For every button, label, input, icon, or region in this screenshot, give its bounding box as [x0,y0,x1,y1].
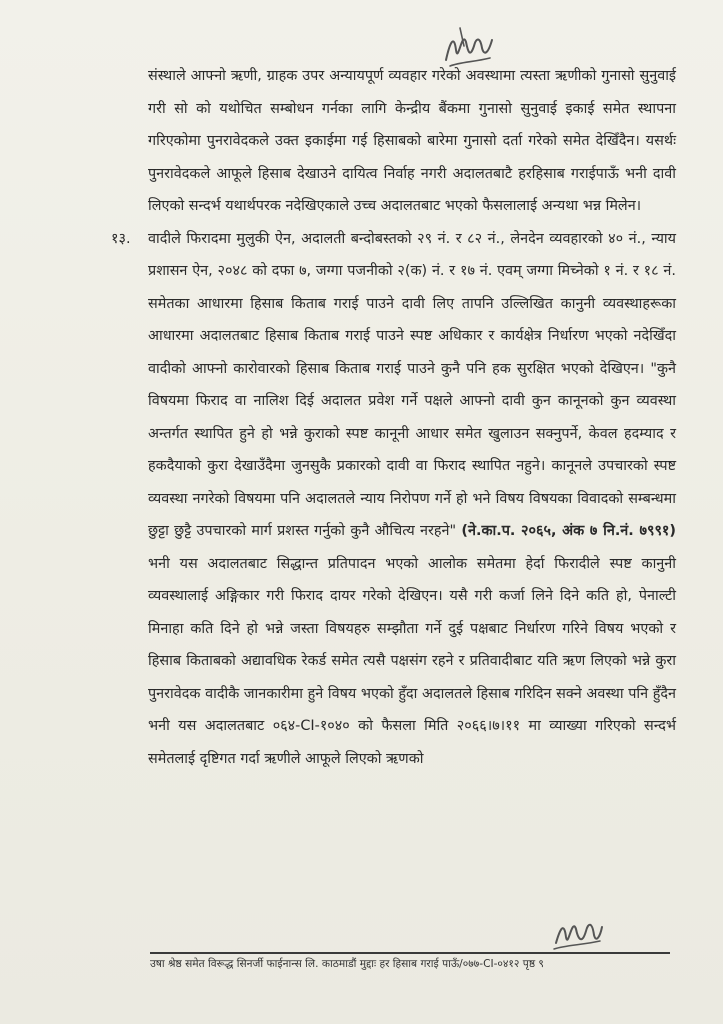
body-text [111,60,676,775]
paragraph-13-text-a: वादीले फिरादमा मुलुकी ऐन, अदालती बन्दोबस्तको २९ नं. र ८२ नं., लेनदेन व्यवहारको ४० नं., न्याय प्रशासन ऐन, २०४८ को दफा ७, जग्गा पजनीको २(क) नं. र १७ नं. एवम् जग्गा मिच्नेको १ नं. र १८ नं. समेतका आधारमा हिसाब किताब गराई पाउने दावी लिए तापनि उल्लिखित कानुनी व्यवस्थाहरूका आधारमा अदालतबाट हिसाब किताब गराई पाउने स्पष्ट अधिकार र कार्यक्षेत्र निर्धारण भएको नदेखिँदा वादीको आफ्नो कारोवारको हिसाब किताब गराई पाउने कुनै पनि हक सुरक्षित भएको देखिएन। "कुनै विषयमा फिराद वा नालिश दिई अदालत प्रवेश गर्ने पक्षले आफ्नो दावी कुन कानूनको कुन व्यवस्था अन्तर्गत स्थापित हुने हो भन्ने कुराको स्पष्ट कानूनी आधार समेत खुलाउन सक्नुपर्ने, केवल हदम्याद र हकदैयाको कुरा देखाउँदैमा जुनसुकै प्रकारको दावी वा फिराद स्थापित नहुने। कानूनले उपचारको स्पष्ट व्यवस्था नगरेको विषयमा पनि अदालतले न्याय निरोपण गर्ने हो भने विषय विषयका विवादको सम्बन्धमा छुट्टा छुट्टै उपचारको मार्ग प्रशस्त गर्नुको कुनै औचित्य नरहने" [148,230,676,539]
paragraph-13-text-b: भनी यस अदालतबाट सिद्धान्त प्रतिपादन भएको आलोक समेतमा हेर्दा फिरादीले स्पष्ट कानुनी व्यवस्थालाई अङ्गिकार गरी फिराद दायर गरेको देखिएन। यसै गरी कर्जा लिने दिने कति हो, पेनाल्टी मिनाहा कति दिने हो भन्ने जस्ता विषयहरु सम्झौता गर्ने दुई पक्षबाट निर्धारण गरिने विषय भएको र हिसाब किताबको अद्यावधिक रेकर्ड समेत त्यसै पक्षसंग रहने र प्रतिवादीबाट यति ऋण लिएको भन्ने कुरा पुनरावेदक वादीकै जानकारीमा हुने विषय भएको हुँदा अदालतले हिसाब गरिदिन सक्ने अवस्था पनि हुँदैन भनी यस अदालतबाट ०६४-CI-१०४० को फैसला मिति २०६६।७।११ मा व्याख्या गरिएको सन्दर्भ समेतलाई दृष्टिगत गर्दा ऋणीले आफूले लिएको ऋणको [148,555,676,767]
footer-divider [150,952,670,954]
paragraph-continued: संस्थाले आफ्नो ऋणी, ग्राहक उपर अन्यायपूर्ण व्यवहार गरेको अवस्थामा त्यस्ता ऋणीको गुनासो सुनुवाई गरी सो को यथोचित सम्बोधन गर्नका लागि केन्द्रीय बैंकमा गुनासो सुनुवाई इकाई समेत स्थापना गरिएकोमा पुनरावेदकले उक्त इकाईमा गई हिसाबको बारेमा गुनासो दर्ता गरेको समेत देखिँदैन। यसर्थः पुनरावेदकले आफूले हिसाब देखाउने दायित्व निर्वाह नगरी अदालतबाटै हरहिसाब गराईपाऊँ भनी दावी लिएको सन्दर्भ यथार्थपरक नदेखिएकाले उच्च अदालतबाट भएको फैसलालाई अन्यथा भन्न मिलेन। [148,68,676,214]
paragraph-number: १३. [111,230,131,247]
paragraph-13 [111,223,676,776]
page-footer: उषा श्रेष्ठ समेत विरूद्ध सिनर्जी फाईनान्स लि. काठमाडौं मुद्दाः हर हिसाब गराई पाऊँ/०७७-CI-०४१२ पृष्ठ ९ [150,958,544,970]
signature-mark-bottom [548,905,608,957]
case-citation: (ने.का.प. २०६५, अंक ७ नि.नं. ७९९१) [461,523,676,539]
